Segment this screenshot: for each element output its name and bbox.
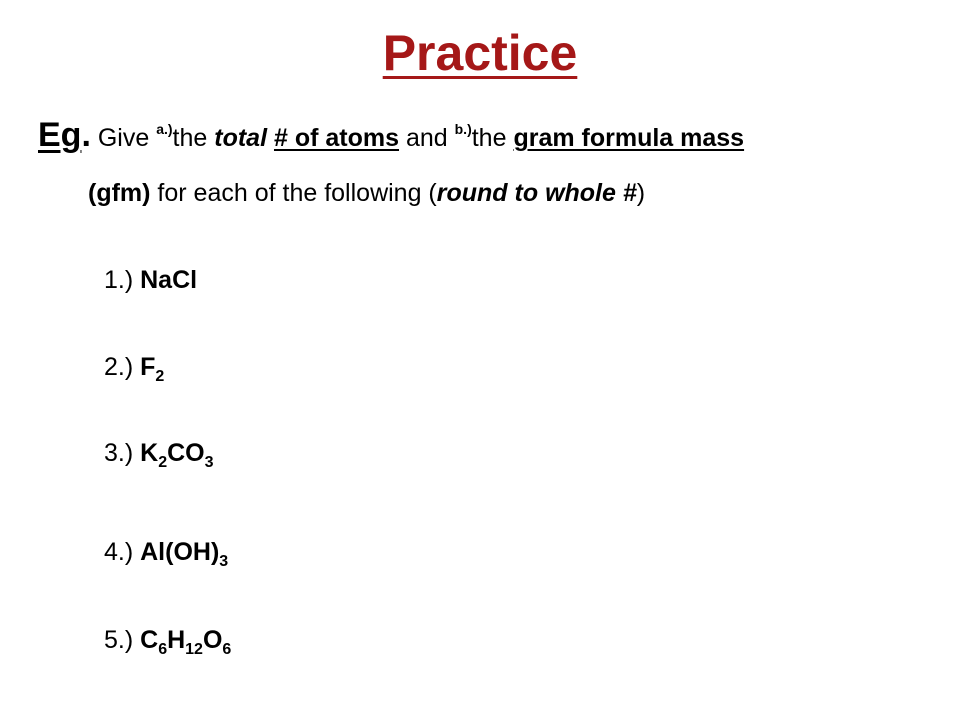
- prompt-text: Give: [90, 124, 157, 152]
- formula-element: O: [202, 626, 223, 654]
- chemical-formula: [140, 266, 197, 294]
- emphasis-num-atoms: # of atoms: [273, 124, 400, 152]
- formula-subscript: 2: [158, 454, 168, 471]
- formula-subscript: 3: [219, 553, 229, 570]
- part-a-marker: a.): [156, 121, 173, 137]
- eg-dot: .: [81, 116, 91, 154]
- list-item: [104, 353, 165, 385]
- formula-element: C: [140, 626, 159, 654]
- emphasis-gfm: (gfm): [88, 179, 151, 207]
- prompt-text: and: [399, 124, 455, 152]
- formula-subscript: 2: [155, 368, 165, 385]
- prompt-text: for each of the following (: [150, 179, 437, 207]
- formula-element: NaCl: [140, 266, 198, 294]
- problem-number: 2.): [104, 353, 141, 381]
- formula-subscript: 12: [185, 641, 203, 658]
- chemical-formula: [140, 538, 229, 570]
- list-item: [104, 538, 229, 570]
- prompt-line-1: [38, 118, 744, 152]
- list-item: [104, 439, 214, 471]
- problem-number: 1.): [104, 266, 141, 294]
- part-b-marker: b.): [454, 121, 472, 137]
- page-title: Practice: [382, 25, 578, 81]
- emphasis-total: total: [214, 124, 268, 152]
- prompt-text: the: [471, 124, 514, 152]
- problem-number: 5.): [104, 626, 141, 654]
- prompt-text: ): [636, 179, 646, 207]
- prompt-text: the: [172, 124, 215, 152]
- formula-subscript: 6: [158, 641, 168, 658]
- list-item: [104, 626, 232, 658]
- chemical-formula: [140, 439, 214, 471]
- emphasis-round: round to whole #: [436, 179, 637, 207]
- prompt-line-2: [88, 181, 645, 206]
- formula-element: Al(OH): [140, 538, 220, 566]
- formula-element: H: [167, 626, 186, 654]
- problem-number: 4.): [104, 538, 141, 566]
- problem-number: 3.): [104, 439, 141, 467]
- formula-subscript: 6: [222, 641, 232, 658]
- emphasis-gram-formula-mass: gram formula mass: [513, 124, 745, 152]
- chemical-formula: [140, 353, 165, 385]
- chemical-formula: [140, 626, 232, 658]
- prompt-text: [267, 124, 274, 152]
- list-item: [104, 268, 197, 293]
- formula-element: F: [140, 353, 156, 381]
- formula-subscript: 3: [204, 454, 214, 471]
- formula-element: K: [140, 439, 159, 467]
- formula-element: CO: [167, 439, 205, 467]
- eg-label: Eg: [38, 116, 82, 154]
